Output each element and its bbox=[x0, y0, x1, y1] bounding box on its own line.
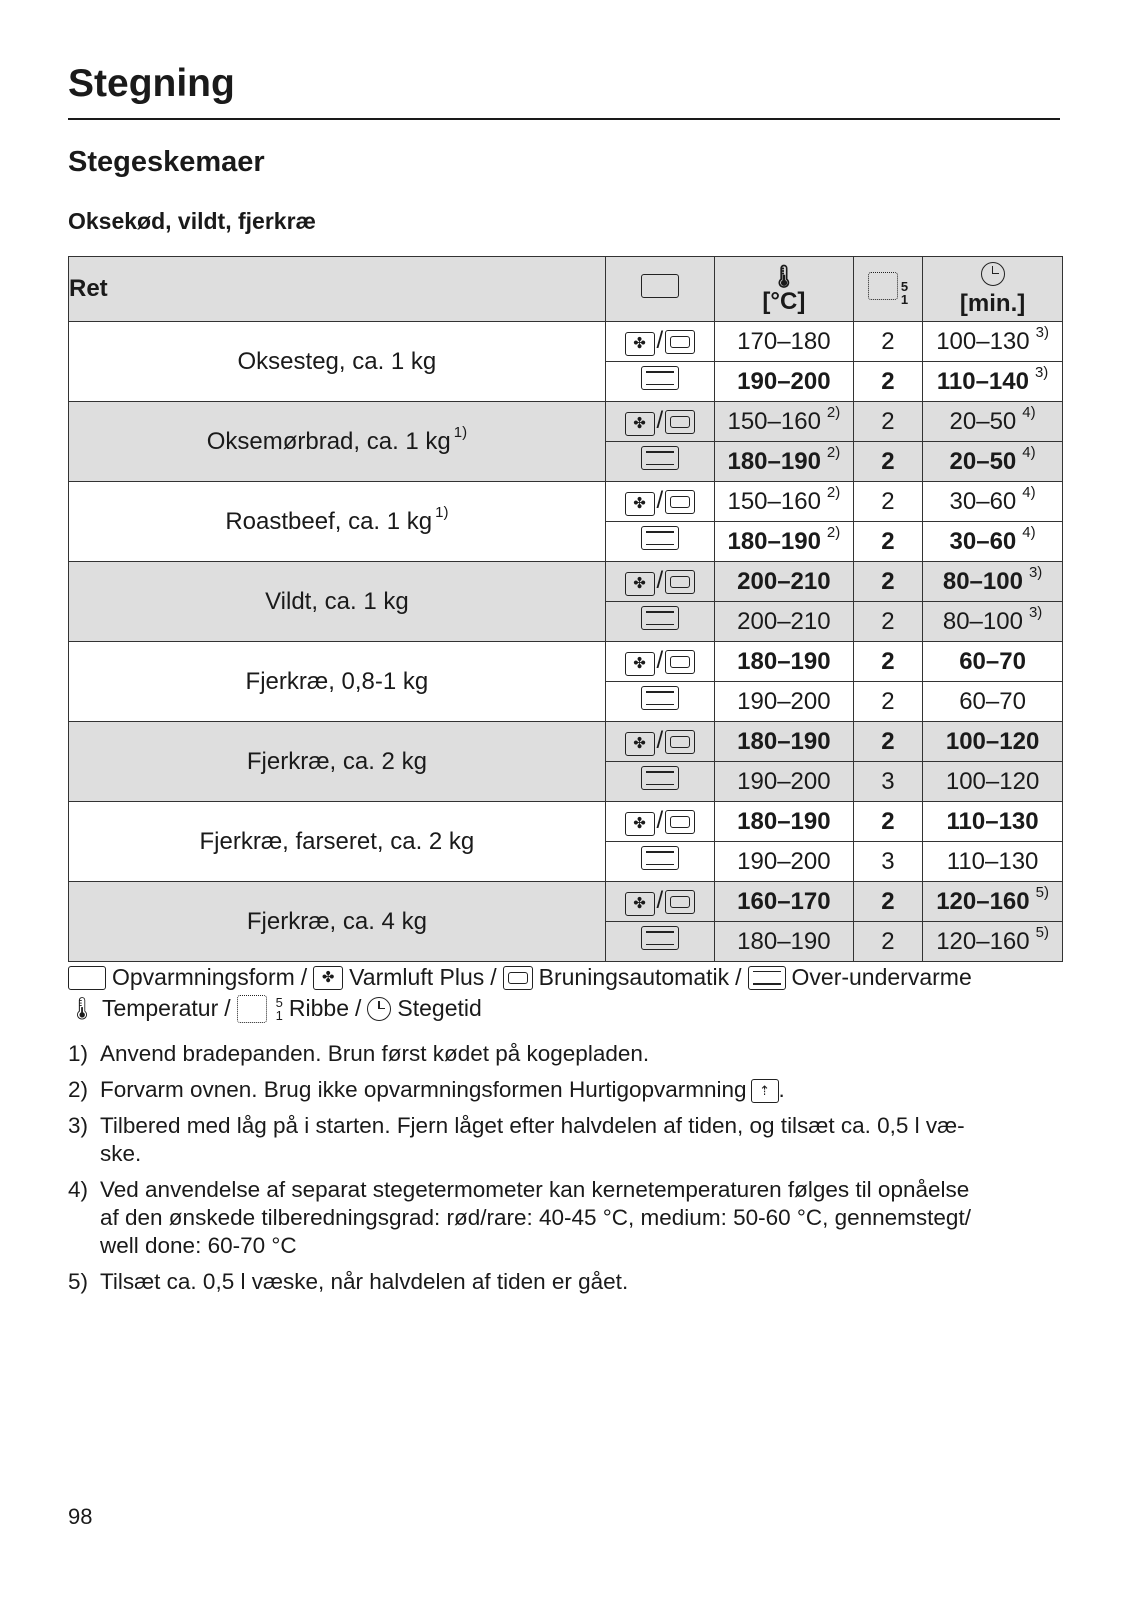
dish-cell bbox=[69, 402, 606, 482]
header-temp bbox=[714, 257, 853, 322]
time-value: 110–140 bbox=[936, 367, 1029, 395]
temperature-value: 190–200 bbox=[737, 367, 831, 395]
shelf-cell: 2 bbox=[853, 322, 922, 362]
temperature-cell bbox=[714, 522, 853, 562]
shelf-icon bbox=[237, 995, 267, 1023]
mode-cell bbox=[605, 442, 714, 482]
temperature-cell bbox=[714, 442, 853, 482]
temperature-value: 200–210 bbox=[737, 607, 831, 635]
temperature-cell bbox=[714, 842, 853, 882]
temperature-cell bbox=[714, 482, 853, 522]
header-dish: Ret bbox=[69, 257, 606, 322]
time-cell bbox=[923, 642, 1063, 682]
footnotes bbox=[68, 1040, 1048, 1304]
shelf-cell: 2 bbox=[853, 402, 922, 442]
time-value: 80–100 bbox=[942, 607, 1023, 635]
dish-name: Fjerkræ, ca. 2 kg bbox=[246, 747, 427, 775]
heating-mode-icon bbox=[68, 966, 106, 990]
fan-icon: ✤ bbox=[313, 966, 343, 990]
temperature-cell bbox=[714, 722, 853, 762]
time-cell bbox=[923, 362, 1063, 402]
footnote-text: Ved anvendelse af separat stegetermometer kan kernetemperaturen følges til opnåelse af den ønskede tilberedningsgrad: rød/rare: 40-45 °C, medium: 50-60 °C, gennemstegt/ well done: 60-70 °C bbox=[100, 1177, 971, 1258]
temperature-footnote-ref: 2) bbox=[826, 523, 841, 541]
mode-cell bbox=[605, 882, 714, 922]
fan-icon: ✤ bbox=[625, 412, 655, 436]
mode-cell bbox=[605, 682, 714, 722]
time-value: 110–130 bbox=[946, 847, 1039, 875]
mode-cell bbox=[605, 842, 714, 882]
dish-cell bbox=[69, 562, 606, 642]
mode-cell bbox=[605, 482, 714, 522]
shelf-cell: 2 bbox=[853, 802, 922, 842]
mode-cell bbox=[605, 362, 714, 402]
dish-name: Fjerkræ, 0,8-1 kg bbox=[245, 667, 429, 695]
mode-cell bbox=[605, 602, 714, 642]
dish-name: Roastbeef, ca. 1 kg bbox=[225, 507, 433, 535]
roasting-table bbox=[68, 256, 1063, 962]
mode-cell bbox=[605, 762, 714, 802]
time-cell bbox=[923, 402, 1063, 442]
table-row bbox=[69, 402, 1063, 442]
time-cell bbox=[923, 562, 1063, 602]
legend-shelf: Ribbe bbox=[288, 995, 349, 1021]
subsection-title: Oksekød, vildt, fjerkræ bbox=[68, 208, 316, 234]
header-temp-unit: [°C] bbox=[762, 288, 806, 315]
shelf-cell: 2 bbox=[853, 362, 922, 402]
slash-separator: / bbox=[656, 407, 664, 435]
slash-separator: / bbox=[656, 647, 664, 675]
table-body bbox=[69, 322, 1063, 962]
footnote-number: 1) bbox=[68, 1041, 89, 1066]
legend-mode: Opvarmningsform bbox=[112, 964, 295, 990]
footnote-number: 2) bbox=[68, 1077, 89, 1102]
legend-time: Stegetid bbox=[397, 995, 482, 1021]
time-cell bbox=[923, 722, 1063, 762]
top-bottom-heat-icon bbox=[641, 526, 679, 550]
dish-cell bbox=[69, 482, 606, 562]
shelf-cell: 2 bbox=[853, 602, 922, 642]
dish-name: Vildt, ca. 1 kg bbox=[265, 587, 409, 615]
dish-name: Oksesteg, ca. 1 kg bbox=[237, 347, 437, 375]
mode-cell bbox=[605, 722, 714, 762]
temperature-cell bbox=[714, 882, 853, 922]
shelf-cell: 2 bbox=[853, 682, 922, 722]
browning-icon bbox=[665, 570, 695, 594]
time-footnote-ref: 3) bbox=[1028, 563, 1043, 581]
table-row bbox=[69, 802, 1063, 842]
time-footnote-ref: 4) bbox=[1022, 483, 1036, 501]
table-header-row bbox=[69, 257, 1063, 322]
temperature-cell bbox=[714, 682, 853, 722]
heating-mode-icon bbox=[641, 274, 679, 298]
shelf-cell: 2 bbox=[853, 922, 922, 962]
time-cell bbox=[923, 762, 1063, 802]
shelf-bottom-number: 1 bbox=[900, 292, 909, 308]
temperature-cell bbox=[714, 362, 853, 402]
mode-cell bbox=[605, 402, 714, 442]
footnote-item bbox=[68, 1040, 1048, 1068]
footnote-number: 5) bbox=[68, 1269, 89, 1294]
table-row bbox=[69, 482, 1063, 522]
temperature-value: 160–170 bbox=[737, 887, 831, 915]
shelf-cell: 2 bbox=[853, 562, 922, 602]
dish-footnote-ref: 1) bbox=[435, 503, 449, 521]
temperature-value: 180–190 bbox=[737, 927, 831, 955]
browning-icon bbox=[665, 730, 695, 754]
top-bottom-heat-icon bbox=[641, 846, 679, 870]
thermometer-icon: 🌡︎ bbox=[769, 263, 798, 289]
browning-icon bbox=[665, 330, 695, 354]
temperature-footnote-ref: 2) bbox=[826, 483, 841, 501]
title-rule bbox=[68, 118, 1060, 120]
clock-icon bbox=[367, 997, 391, 1021]
time-value: 120–160 bbox=[936, 927, 1030, 955]
time-footnote-ref: 3) bbox=[1034, 363, 1049, 381]
legend-fan: Varmluft Plus bbox=[349, 964, 485, 990]
temperature-cell bbox=[714, 642, 853, 682]
temperature-value: 180–190 bbox=[737, 727, 831, 755]
browning-icon bbox=[665, 410, 695, 434]
browning-icon bbox=[665, 890, 695, 914]
browning-icon bbox=[665, 490, 695, 514]
temperature-value: 200–210 bbox=[737, 567, 831, 595]
shelf-cell: 2 bbox=[853, 442, 922, 482]
slash-separator: / bbox=[656, 807, 664, 835]
time-value: 80–100 bbox=[942, 567, 1023, 595]
time-cell bbox=[923, 802, 1063, 842]
top-bottom-heat-icon bbox=[748, 966, 786, 990]
slash-separator: / bbox=[656, 727, 664, 755]
time-value: 60–70 bbox=[959, 647, 1026, 675]
top-bottom-heat-icon bbox=[641, 606, 679, 630]
dish-cell bbox=[69, 322, 606, 402]
time-cell bbox=[923, 522, 1063, 562]
quick-heat-icon: ⇡ bbox=[751, 1079, 779, 1103]
dish-cell bbox=[69, 882, 606, 962]
slash-separator: / bbox=[656, 327, 664, 355]
dish-footnote-ref: 1) bbox=[453, 423, 468, 441]
temperature-value: 170–180 bbox=[737, 327, 831, 355]
temperature-cell bbox=[714, 762, 853, 802]
clock-icon bbox=[981, 262, 1005, 286]
fan-icon: ✤ bbox=[625, 812, 655, 836]
shelf-cell: 3 bbox=[853, 842, 922, 882]
time-cell bbox=[923, 322, 1063, 362]
mode-cell bbox=[605, 562, 714, 602]
dish-name: Fjerkræ, farseret, ca. 2 kg bbox=[199, 827, 475, 855]
temperature-cell bbox=[714, 802, 853, 842]
fan-icon: ✤ bbox=[625, 732, 655, 756]
time-footnote-ref: 3) bbox=[1028, 603, 1043, 621]
footnote-number: 4) bbox=[68, 1177, 89, 1202]
temperature-value: 180–190 bbox=[737, 647, 831, 675]
table-row bbox=[69, 322, 1063, 362]
time-footnote-ref: 5) bbox=[1035, 883, 1049, 901]
time-value: 20–50 bbox=[949, 407, 1017, 435]
temperature-value: 150–160 bbox=[727, 487, 821, 515]
shelf-icon bbox=[868, 272, 898, 300]
time-value: 100–120 bbox=[945, 767, 1040, 795]
shelf-cell: 2 bbox=[853, 882, 922, 922]
temperature-value: 150–160 bbox=[727, 407, 821, 435]
table-row bbox=[69, 562, 1063, 602]
footnote-item bbox=[68, 1176, 1048, 1260]
shelf-cell: 2 bbox=[853, 642, 922, 682]
header-time bbox=[923, 257, 1063, 322]
browning-icon bbox=[665, 810, 695, 834]
time-footnote-ref: 5) bbox=[1035, 923, 1049, 941]
footnote-item bbox=[68, 1076, 1048, 1104]
header-time-unit: [min.] bbox=[959, 290, 1026, 317]
slash-separator: / bbox=[656, 487, 664, 515]
time-cell bbox=[923, 482, 1063, 522]
shelf-cell: 3 bbox=[853, 762, 922, 802]
shelf-cell: 2 bbox=[853, 722, 922, 762]
time-value: 120–160 bbox=[936, 887, 1030, 915]
shelf-cell: 2 bbox=[853, 522, 922, 562]
temperature-cell bbox=[714, 602, 853, 642]
shelf-top-number: 5 bbox=[900, 279, 909, 295]
footnote-text: Tilsæt ca. 0,5 l væske, når halvdelen af tiden er gået. bbox=[100, 1269, 629, 1294]
top-bottom-heat-icon bbox=[641, 686, 679, 710]
thermometer-icon: 🌡︎ bbox=[68, 996, 96, 1021]
footnote-text: Tilbered med låg på i starten. Fjern låget efter halvdelen af tiden, og tilsæt ca. 0,5 l væ- ske. bbox=[100, 1113, 965, 1166]
temperature-cell bbox=[714, 322, 853, 362]
page-number: 98 bbox=[68, 1504, 93, 1529]
footnote-item bbox=[68, 1112, 1048, 1168]
table-row bbox=[69, 642, 1063, 682]
time-value: 30–60 bbox=[949, 487, 1017, 515]
mode-cell bbox=[605, 642, 714, 682]
temperature-value: 190–200 bbox=[737, 687, 831, 715]
time-value: 110–130 bbox=[946, 807, 1039, 835]
shelf-cell: 2 bbox=[853, 482, 922, 522]
table-row bbox=[69, 722, 1063, 762]
mode-cell bbox=[605, 922, 714, 962]
mode-cell bbox=[605, 802, 714, 842]
table-row bbox=[69, 882, 1063, 922]
temperature-value: 180–190 bbox=[737, 807, 831, 835]
dish-name: Fjerkræ, ca. 4 kg bbox=[246, 907, 427, 935]
fan-icon: ✤ bbox=[625, 492, 655, 516]
legend-line-2: 🌡︎ Temperatur / 5 1 Ribbe / Stegetid bbox=[68, 994, 482, 1023]
temperature-value: 180–190 bbox=[727, 527, 821, 555]
dish-cell bbox=[69, 642, 606, 722]
footnote-item bbox=[68, 1268, 1048, 1296]
time-footnote-ref: 4) bbox=[1022, 403, 1036, 421]
header-shelf bbox=[853, 257, 922, 322]
footnote-text: Forvarm ovnen. Brug ikke opvarmningsformen Hurtigopvarmning ⇡ . bbox=[100, 1077, 785, 1102]
temperature-cell bbox=[714, 562, 853, 602]
temperature-footnote-ref: 2) bbox=[826, 443, 841, 461]
time-cell bbox=[923, 882, 1063, 922]
browning-icon bbox=[503, 966, 533, 990]
mode-cell bbox=[605, 522, 714, 562]
temperature-value: 180–190 bbox=[727, 447, 821, 475]
time-value: 60–70 bbox=[959, 687, 1026, 715]
mode-cell bbox=[605, 322, 714, 362]
top-bottom-heat-icon bbox=[641, 926, 679, 950]
temperature-cell bbox=[714, 402, 853, 442]
browning-icon bbox=[665, 650, 695, 674]
footnote-number: 3) bbox=[68, 1113, 89, 1138]
dish-name: Oksemørbrad, ca. 1 kg bbox=[206, 427, 451, 455]
header-mode bbox=[605, 257, 714, 322]
top-bottom-heat-icon bbox=[641, 766, 679, 790]
legend-line-1: Opvarmningsform / ✤ Varmluft Plus / Bruningsautomatik / Over-undervarme bbox=[68, 962, 972, 993]
time-footnote-ref: 3) bbox=[1035, 323, 1049, 341]
temperature-value: 190–200 bbox=[737, 767, 831, 795]
slash-separator: / bbox=[656, 887, 664, 915]
legend-browning: Bruningsautomatik bbox=[538, 964, 730, 990]
dish-cell bbox=[69, 802, 606, 882]
section-title: Stegeskemaer bbox=[68, 146, 265, 178]
dish-cell bbox=[69, 722, 606, 802]
top-bottom-heat-icon bbox=[641, 366, 679, 390]
time-cell bbox=[923, 442, 1063, 482]
time-value: 20–50 bbox=[949, 447, 1017, 475]
legend-topbottom: Over-undervarme bbox=[791, 964, 972, 990]
time-cell bbox=[923, 842, 1063, 882]
legend bbox=[68, 962, 972, 1024]
time-footnote-ref: 4) bbox=[1022, 443, 1036, 461]
time-value: 30–60 bbox=[949, 527, 1017, 555]
fan-icon: ✤ bbox=[625, 652, 655, 676]
footnote-text: Anvend bradepanden. Brun først kødet på kogepladen. bbox=[100, 1041, 650, 1066]
legend-temp: Temperatur bbox=[101, 995, 219, 1021]
time-footnote-ref: 4) bbox=[1022, 523, 1036, 541]
time-cell bbox=[923, 602, 1063, 642]
fan-icon: ✤ bbox=[625, 332, 655, 356]
time-value: 100–120 bbox=[945, 727, 1040, 755]
temperature-value: 190–200 bbox=[737, 847, 831, 875]
page-title: Stegning bbox=[68, 62, 235, 105]
top-bottom-heat-icon bbox=[641, 446, 679, 470]
slash-separator: / bbox=[656, 567, 664, 595]
temperature-cell bbox=[714, 922, 853, 962]
time-cell bbox=[923, 922, 1063, 962]
fan-icon: ✤ bbox=[625, 572, 655, 596]
fan-icon: ✤ bbox=[625, 892, 655, 916]
temperature-footnote-ref: 2) bbox=[826, 403, 841, 421]
time-value: 100–130 bbox=[936, 327, 1030, 355]
time-cell bbox=[923, 682, 1063, 722]
